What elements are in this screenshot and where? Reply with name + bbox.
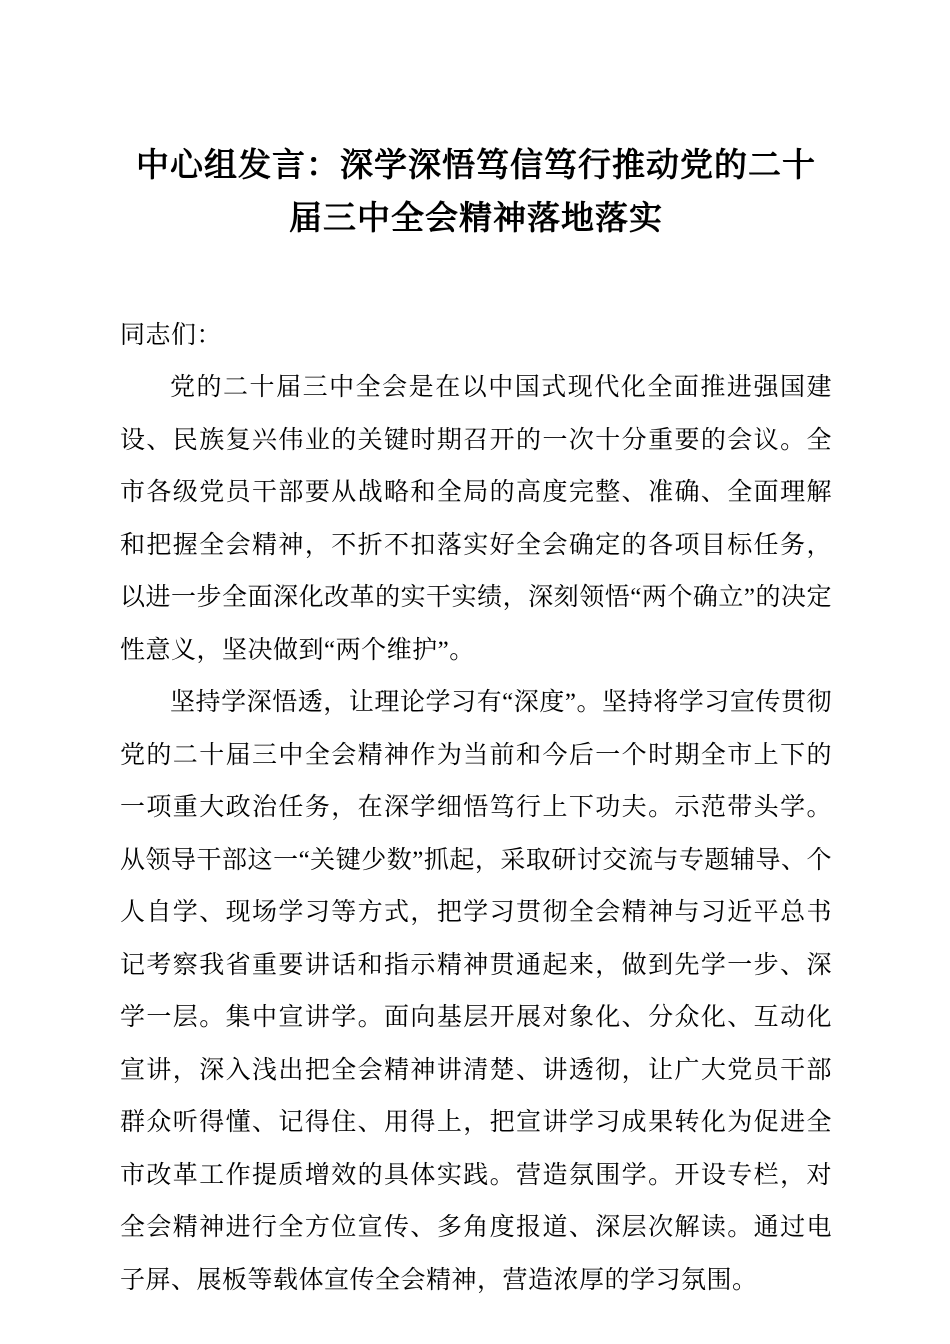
document-body: [120, 310, 832, 1308]
salutation-line: 同志们：: [120, 321, 223, 349]
paragraph-1: 党的二十届三中全会是在以中国式现代化全面推进强国建设、民族复兴伟业的关键时期召开的一次十分重要的会议。全市各级党员干部要从战略和全局的高度完整、准确、全面理解和把握全会精神，不折不扣落实好全会确定的各项目标任务，以进一步全面深化改革的实干实绩，深刻领悟“两个确立”的决定性意义，坚决做到“两个维护”。: [120, 374, 832, 664]
document-title: 中心组发言：深学深悟笃信笃行推动党的二十届三中全会精神落地落实: [136, 148, 816, 237]
paragraph-2: 坚持学深悟透，让理论学习有“深度”。坚持将学习宣传贯彻党的二十届三中全会精神作为当前和今后一个时期全市上下的一项重大政治任务，在深学细悟笃行上下功夫。示范带头学。从领导干部这一“关键少数”抓起，采取研讨交流与专题辅导、个人自学、现场学习等方式，把学习贯彻全会精神与习近平总书记考察我省重要讲话和指示精神贯通起来，做到先学一步、深学一层。集中宣讲学。面向基层开展对象化、分众化、互动化宣讲，深入浅出把全会精神讲清楚、讲透彻，让广大党员干部群众听得懂、记得住、用得上，把宣讲学习成果转化为促进全市改革工作提质增效的具体实践。营造氛围学。开设专栏，对全会精神进行全方位宣传、多角度报道、深层次解读。通过电子屏、展板等载体宣传全会精神，营造浓厚的学习氛围。: [120, 689, 832, 1294]
